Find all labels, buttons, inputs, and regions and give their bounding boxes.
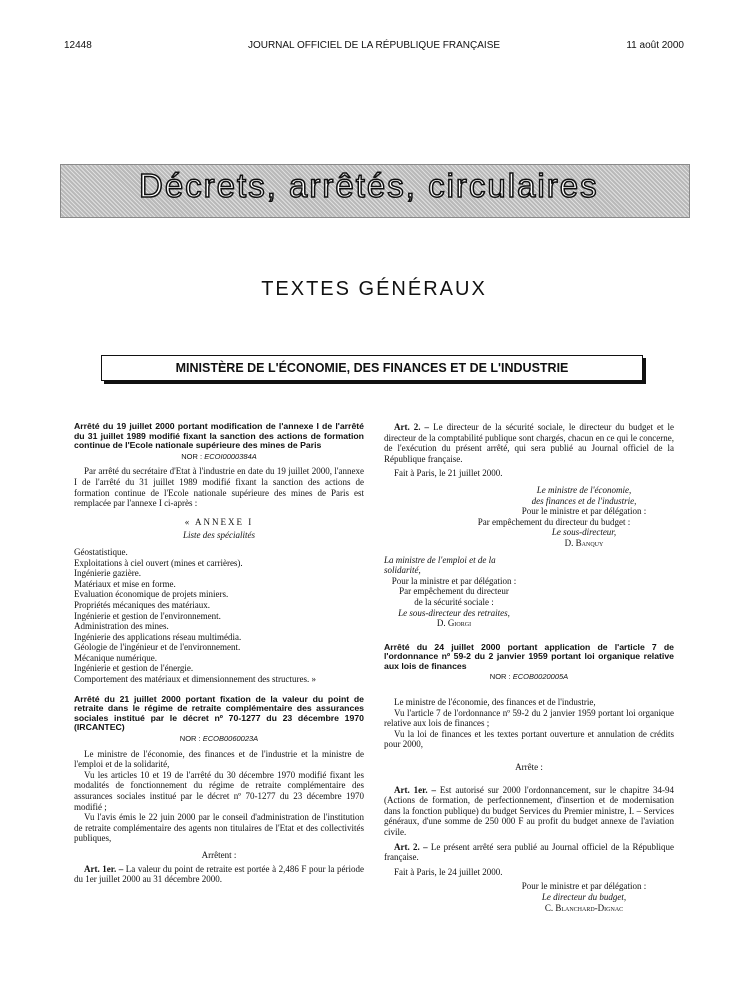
signature-line: Par empêchement du directeur du budget : [477,516,631,527]
decree-2-para-3: Vu l'avis émis le 22 juin 2000 par le conseil d'administration de l'institution de retraite complémentaire des agents non titulaires de l'Etat et des collectivités publiques, [74,812,364,844]
signer-name: C. Blanchard-Dignac [544,902,624,913]
section-banner [60,164,690,218]
list-item: Administration des mines. [74,621,169,632]
decree-2-para-1: Le ministre de l'économie, des finances et de l'industrie et la ministre de l'emploi et de la solidarité, [74,748,364,770]
nor-label: NOR : [179,734,201,744]
decree-3-para-1: Le ministre de l'économie, des finances et de l'industrie, [394,697,596,708]
article-text: Est autorisé sur 2000 l'ordonnancement, sur le chapitre 34-94 (Actions de formation, de perfectionnement, d'insertion et de modernisation dans la fonction publique) du budget Services du Premier ministre, I. – Services généraux, d'une somme de 250 000 F au profit du budget annexe de l'aviation civile. [384,784,675,837]
section-title: TEXTES GÉNÉRAUX [261,278,487,300]
list-item: Géologie de l'ingénieur et de l'environnement. [74,642,241,653]
decree-3-nor [384,672,674,683]
decree-3-title: Arrêté du 24 juillet 2000 portant application de l'article 7 de l'ordonnance nº 59-2 du 2 janvier 1959 portant loi organique relative aux lois de finances [384,641,674,671]
list-item: Comportement des matériaux et dimensionnement des structures. » [74,674,316,685]
nor-code: ECOB0060023A [202,734,259,744]
banner-title: Décrets, arrêtés, circulaires [139,167,599,204]
article-label: Art. 2. – [394,841,428,852]
signature-block-1 [384,485,674,549]
page-date: 11 août 2000 [626,40,684,51]
decree-2-para-2: Vu les articles 10 et 19 de l'arrêté du 30 décembre 1970 modifié fixant les modalités de fonctionnement du régime de retraite complémentaire des assurances sociales institué par le décret nº 70-1277 du 23 décembre 1970 modifié ; [74,769,364,812]
decree-1-title: Arrêté du 19 juillet 2000 portant modification de l'annexe I de l'arrêté du 31 juillet 1989 modifié fixant la sanction des actions de formation continue de l'Ecole nationale supérieure des mines de Paris [74,421,364,451]
article-text: Le directeur de la sécurité sociale, le directeur du budget et le directeur de la comptabilité publique sont chargés, chacun en ce qui le concerne, de l'exécution du présent arrêté, qui sera publié au Journal officiel de la République française. [384,422,674,464]
signature-line: Le ministre de l'économie, [536,484,632,495]
signature-block-2 [384,555,674,629]
list-item: Ingénierie et gestion de l'environnement. [74,610,221,621]
article-text: La valeur du point de retraite est portée à 2,486 F pour la période du 1er juillet 2000 au 31 décembre 2000. [74,863,365,885]
decree-3-article-2 [384,842,674,863]
decree-2-title: Arrêté du 21 juillet 2000 portant fixation de la valeur du point de retraite dans le régime de retraite complémentaire des assurances sociales institué par le décret nº 70-1277 du 23 décembre 1970 (IRCANTEC) [74,693,364,733]
annexe-heading: « ANNEXE I [184,516,254,527]
signer-name: D. Giorgi [436,618,472,629]
article-label: Art. 1er. – [84,863,124,874]
decree-2-article-1 [74,864,364,885]
signature-line: de la sécurité sociale : [414,596,494,607]
signature-block-3 [384,881,674,913]
fait-a-paris-2: Fait à Paris, le 24 juillet 2000. [394,866,503,877]
list-item: Evaluation économique de projets miniers. [74,589,229,600]
list-item: Exploitations à ciel ouvert (mines et carrières). [74,557,243,568]
decree-1-body: Par arrêté du secrétaire d'Etat à l'industrie en date du 19 juillet 2000, l'annexe I de l'arrêté du 31 juillet 1989 modifié fixant la sanction des actions de formation continue de l'Ecole nationale supérieure des mines de Paris est remplacée par l'annexe I ci-après : [74,466,364,509]
list-item: Ingénierie gazière. [74,568,141,579]
list-item: Ingénierie des applications réseau multimédia. [74,631,242,642]
list-item: Ingénierie et gestion de l'énergie. [74,663,194,674]
signature-line: Pour le ministre et par délégation : [521,506,647,517]
decree-1-nor [74,452,364,463]
nor-label: NOR : [181,451,203,461]
decree-3-para-3: Vu la loi de finances et les textes portant ouverture et annulation de crédits pour 2000, [384,728,674,750]
page-number: 12448 [64,40,92,51]
decree-3-article-1 [384,785,674,838]
arrete: Arrête : [515,762,543,773]
signature-line: Le sous-directeur des retraites, [398,607,510,618]
fait-a-paris-1: Fait à Paris, le 21 juillet 2000. [394,468,503,479]
list-item: Matériaux et mise en forme. [74,578,176,589]
specialites-list [74,547,364,685]
ministry-heading: MINISTÈRE DE L'ÉCONOMIE, DES FINANCES ET DE L'INDUSTRIE [101,355,643,381]
decree-3-para-2: Vu l'article 7 de l'ordonnance nº 59-2 du 2 janvier 1959 portant loi organique relative aux lois de finances ; [384,707,674,729]
list-item: Mécanique numérique. [74,652,157,663]
list-item: Géostatistique. [74,546,128,557]
signature-line: Par empêchement du directeur [399,586,509,597]
list-item: Propriétés mécaniques des matériaux. [74,599,210,610]
signature-line: Le sous-directeur, [551,527,617,538]
arretent: Arrêtent : [201,849,237,860]
right-column [384,422,674,913]
article-label: Art. 2. – [394,422,430,432]
signature-line: La ministre de l'emploi et de la solidarité, [384,554,496,576]
decree-2-article-2 [384,422,674,464]
nor-label: NOR : [489,672,511,682]
left-column [74,422,364,885]
decree-2-nor [74,734,364,745]
nor-code: ECOB0020005A [512,672,569,682]
article-label: Art. 1er. – [394,784,436,795]
signature-line: des finances et de l'industrie, [531,495,637,506]
signature-line: Pour le ministre et par délégation : [521,881,647,892]
annexe-subheading: Liste des spécialités [183,530,255,541]
article-text: Le présent arrêté sera publié au Journal officiel de la République française. [384,841,674,863]
nor-code: ECOI0000384A [204,451,257,461]
signer-name: D. Banquy [564,537,604,548]
journal-title: JOURNAL OFFICIEL DE LA RÉPUBLIQUE FRANÇAISE [247,40,501,51]
signature-line: Le directeur du budget, [541,891,627,902]
signature-line: Pour la ministre et par délégation : [391,575,517,586]
